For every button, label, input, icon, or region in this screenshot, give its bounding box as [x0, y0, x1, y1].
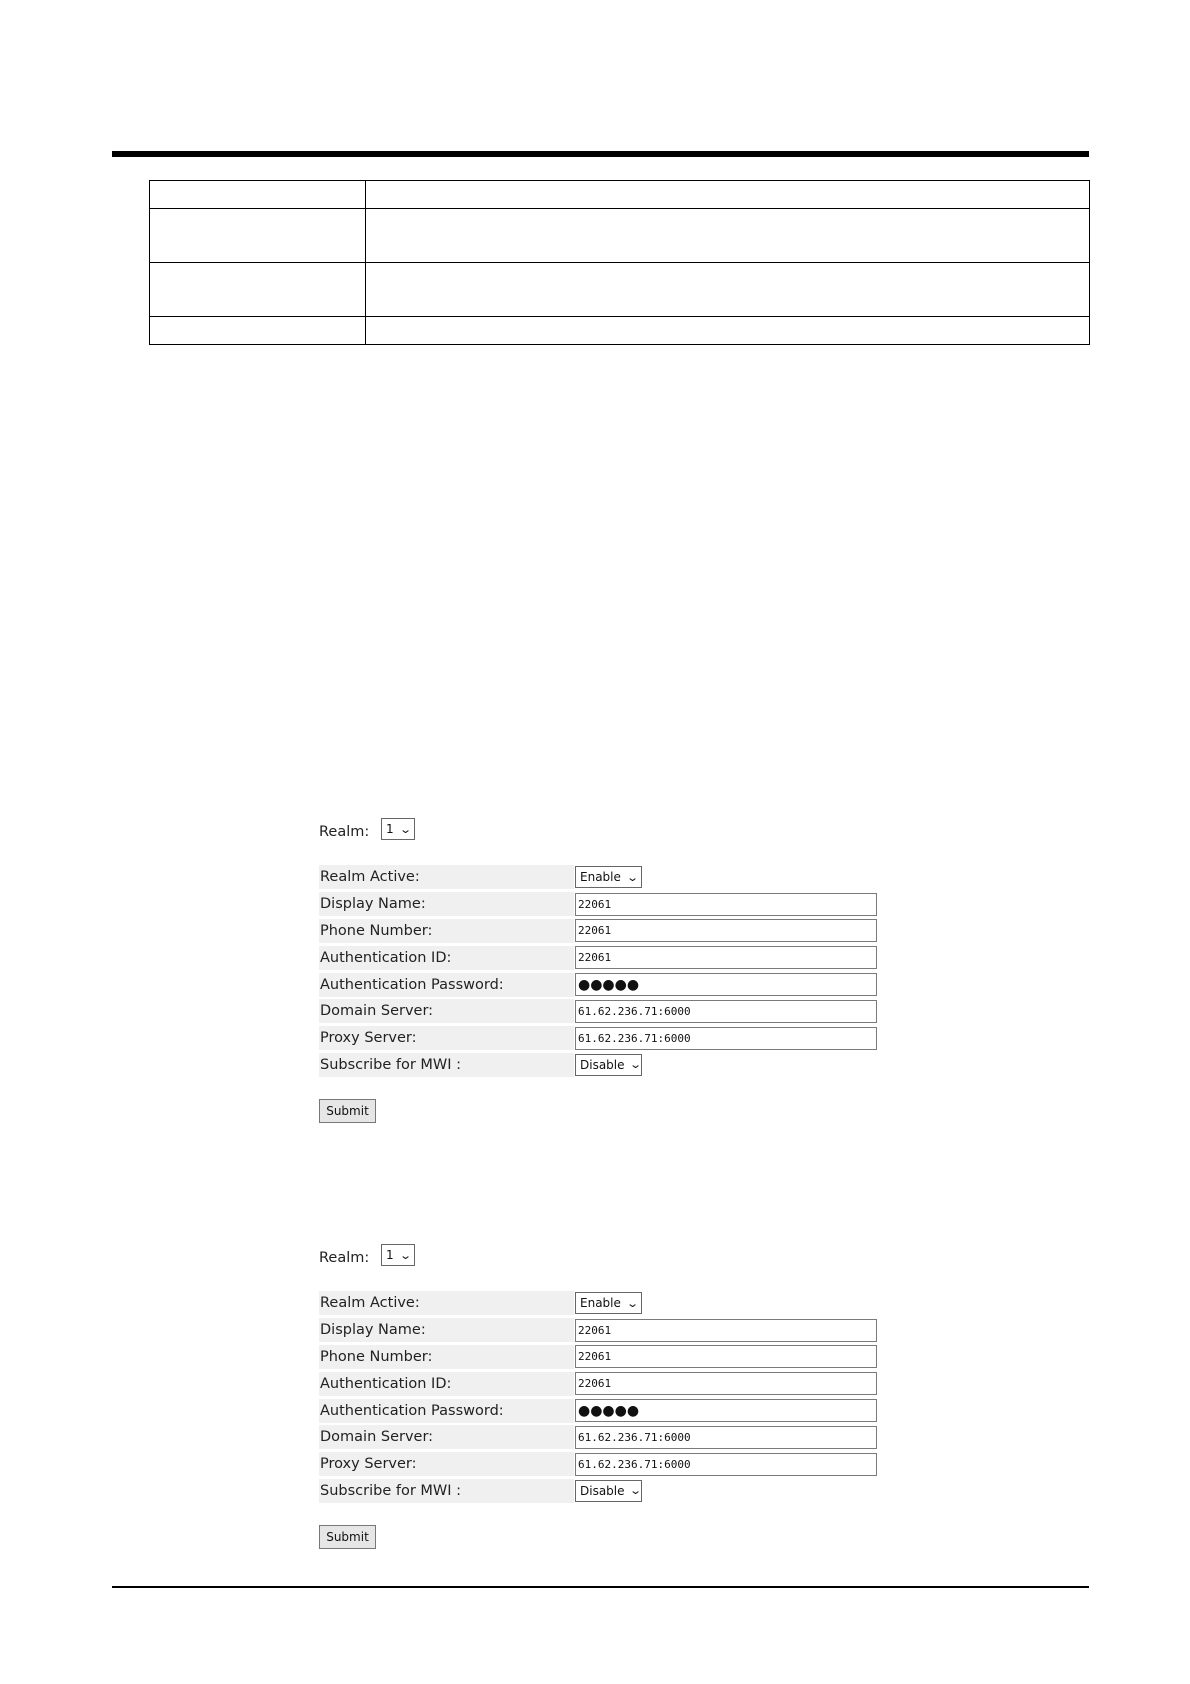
phone-number-label: Phone Number:: [319, 919, 574, 943]
phone-number-input[interactable]: 22061: [575, 919, 877, 942]
proxy-server-input[interactable]: 61.62.236.71:6000: [575, 1027, 877, 1050]
domain-server-label: Domain Server:: [319, 1425, 574, 1449]
subscribe-mwi-select[interactable]: Disable ⌄: [575, 1480, 642, 1502]
chevron-down-icon: ⌄: [625, 870, 639, 884]
authentication-id-row: [319, 1370, 879, 1397]
display-name-input[interactable]: 22061: [575, 1319, 877, 1342]
authentication-id-label: Authentication ID:: [319, 1372, 574, 1396]
realm-select-value: 1: [386, 822, 394, 836]
phone-number-row: [319, 1344, 879, 1371]
realm-selector-row: [319, 816, 415, 842]
header-rule: [112, 151, 1089, 157]
realm-select-value: 1: [386, 1248, 394, 1262]
proxy-server-row: [319, 1451, 879, 1478]
realm-settings-grid: [319, 864, 879, 1078]
sip-realm-form-screenshot-1: [319, 816, 879, 1136]
subscribe-mwi-select[interactable]: Disable ⌄: [575, 1054, 642, 1076]
display-name-row: [319, 1317, 879, 1344]
authentication-id-label: Authentication ID:: [319, 946, 574, 970]
realm-active-label: Realm Active:: [319, 1291, 574, 1315]
realm-selector-row: [319, 1242, 415, 1268]
display-name-input[interactable]: 22061: [575, 893, 877, 916]
proxy-server-input[interactable]: 61.62.236.71:6000: [575, 1453, 877, 1476]
realm-active-select[interactable]: Enable ⌄: [575, 866, 642, 888]
display-name-label: Display Name:: [319, 892, 574, 916]
realm-select[interactable]: [381, 818, 415, 840]
table-row: [150, 181, 1090, 209]
sip-realm-form-screenshot-2: [319, 1242, 879, 1562]
realm-active-row: [319, 1290, 879, 1317]
display-name-label: Display Name:: [319, 1318, 574, 1342]
proxy-server-label: Proxy Server:: [319, 1452, 574, 1476]
chevron-down-icon: ⌄: [628, 1484, 642, 1498]
authentication-password-label: Authentication Password:: [319, 973, 574, 997]
subscribe-mwi-label: Subscribe for MWI :: [319, 1053, 574, 1077]
table-row: [150, 317, 1090, 345]
submit-button[interactable]: Submit: [319, 1099, 376, 1123]
subscribe-mwi-row: [319, 1052, 879, 1079]
chevron-down-icon: ⌄: [398, 1248, 412, 1262]
realm-label: Realm:: [319, 1250, 370, 1266]
authentication-id-input[interactable]: 22061: [575, 1372, 877, 1395]
chevron-down-icon: ⌄: [625, 1296, 639, 1310]
authentication-id-row: [319, 944, 879, 971]
phone-number-row: [319, 918, 879, 945]
authentication-password-input[interactable]: ●●●●●: [575, 973, 877, 996]
domain-server-label: Domain Server:: [319, 999, 574, 1023]
authentication-password-input[interactable]: ●●●●●: [575, 1399, 877, 1422]
table-row: [150, 209, 1090, 263]
chevron-down-icon: ⌄: [398, 822, 412, 836]
authentication-id-input[interactable]: 22061: [575, 946, 877, 969]
realm-label: Realm:: [319, 824, 370, 840]
authentication-password-row: [319, 1397, 879, 1424]
domain-server-row: [319, 1424, 879, 1451]
phone-number-label: Phone Number:: [319, 1345, 574, 1369]
realm-settings-grid: [319, 1290, 879, 1504]
realm-active-label: Realm Active:: [319, 865, 574, 889]
realm-select[interactable]: [381, 1244, 415, 1266]
table-row: [150, 263, 1090, 317]
subscribe-mwi-row: [319, 1478, 879, 1505]
display-name-row: [319, 891, 879, 918]
parameter-table: [149, 180, 1090, 345]
footer-rule: [112, 1586, 1089, 1588]
domain-server-input[interactable]: 61.62.236.71:6000: [575, 1000, 877, 1023]
chevron-down-icon: ⌄: [628, 1058, 642, 1072]
submit-button[interactable]: Submit: [319, 1525, 376, 1549]
proxy-server-row: [319, 1025, 879, 1052]
domain-server-input[interactable]: 61.62.236.71:6000: [575, 1426, 877, 1449]
proxy-server-label: Proxy Server:: [319, 1026, 574, 1050]
authentication-password-label: Authentication Password:: [319, 1399, 574, 1423]
authentication-password-row: [319, 971, 879, 998]
subscribe-mwi-label: Subscribe for MWI :: [319, 1479, 574, 1503]
realm-active-select[interactable]: Enable ⌄: [575, 1292, 642, 1314]
domain-server-row: [319, 998, 879, 1025]
realm-active-row: [319, 864, 879, 891]
phone-number-input[interactable]: 22061: [575, 1345, 877, 1368]
